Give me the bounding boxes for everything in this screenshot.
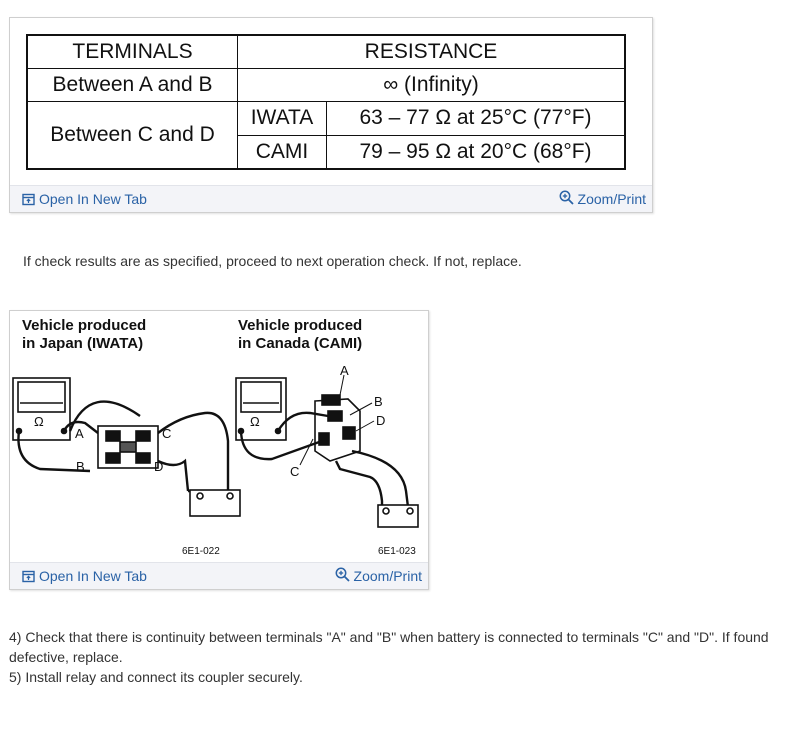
zoom-print-link[interactable] <box>335 565 422 584</box>
right-label-a: A <box>340 363 349 378</box>
left-figure-code: 6E1-022 <box>182 546 220 557</box>
maker-cami: CAMI <box>238 135 327 169</box>
maker-iwata: IWATA <box>238 101 327 135</box>
figure-footer <box>10 562 428 589</box>
open-new-tab-label: Open In New Tab <box>39 191 147 207</box>
zoom-in-icon <box>335 567 350 582</box>
right-figure-code: 6E1-023 <box>378 546 416 557</box>
right-title-line1: Vehicle produced <box>238 317 363 334</box>
right-title-line2: in Canada (CAMI) <box>238 335 363 352</box>
left-label-b: B <box>76 459 85 474</box>
resistance-figure <box>9 17 653 213</box>
resistance-header: RESISTANCE <box>238 35 626 68</box>
figure-footer <box>10 185 652 212</box>
right-ohm-symbol: Ω <box>250 414 260 429</box>
iwata-value: 63 – 77 Ω at 25°C (77°F) <box>327 101 626 135</box>
right-label-c: C <box>290 464 300 479</box>
left-ohm-symbol: Ω <box>34 414 44 429</box>
result-note: If check results are as specified, proceed to next operation check. If not, replace. <box>23 253 522 269</box>
wiring-figure <box>9 310 429 590</box>
open-new-tab-link[interactable] <box>22 191 147 207</box>
left-label-a: A <box>75 426 84 441</box>
zoom-print-label: Zoom/Print <box>353 568 422 584</box>
left-title-line2: in Japan (IWATA) <box>22 335 144 352</box>
cami-value: 79 – 95 Ω at 20°C (68°F) <box>327 135 626 169</box>
left-battery <box>190 490 240 516</box>
left-label-c: C <box>162 426 172 441</box>
right-battery <box>378 505 418 527</box>
left-title-line1: Vehicle produced <box>22 317 147 334</box>
left-ohmmeter <box>13 378 70 440</box>
row-a-b-value: ∞ (Infinity) <box>238 68 626 101</box>
open-new-tab-link[interactable] <box>22 568 147 584</box>
terminals-header: TERMINALS <box>27 35 238 68</box>
left-relay <box>98 426 158 468</box>
zoom-in-icon <box>559 190 574 205</box>
open-new-tab-icon <box>22 193 35 206</box>
relay-wiring-diagram <box>10 311 428 561</box>
row-a-b-terminals: Between A and B <box>27 68 238 101</box>
left-label-d: D <box>154 459 164 474</box>
step-5-text: 5) Install relay and connect its coupler securely. <box>9 669 303 685</box>
right-label-b: B <box>374 394 383 409</box>
resistance-table <box>26 34 626 170</box>
zoom-print-label: Zoom/Print <box>577 191 646 207</box>
right-label-d: D <box>376 413 386 428</box>
step-4-text: 4) Check that there is continuity between terminals "A" and "B" when battery is connected to terminals "C" and "D". If found defective, replace. <box>9 629 769 665</box>
open-new-tab-label: Open In New Tab <box>39 568 147 584</box>
open-new-tab-icon <box>22 570 35 583</box>
zoom-print-link[interactable] <box>559 188 646 207</box>
row-c-d-terminals: Between C and D <box>27 101 238 169</box>
